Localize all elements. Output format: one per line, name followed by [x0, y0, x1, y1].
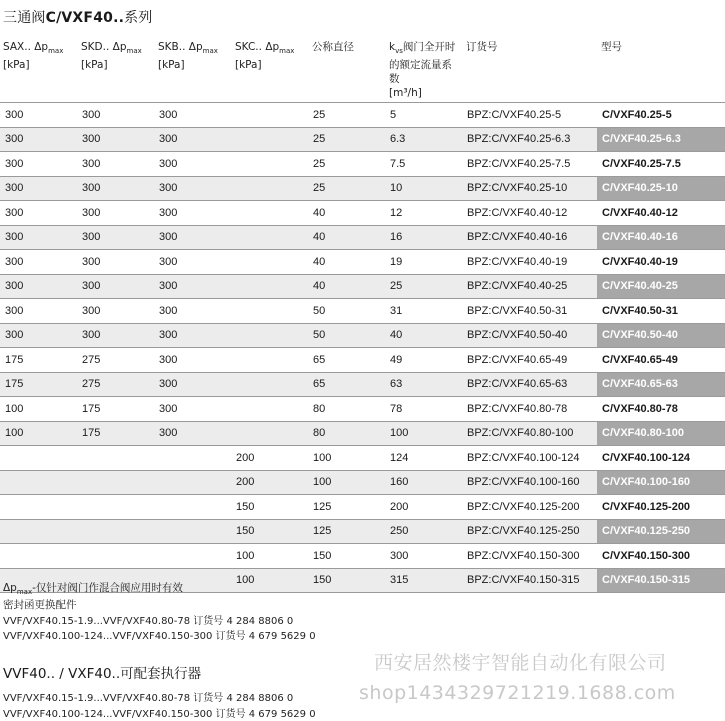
cell-type: C/VXF40.40-19: [602, 255, 678, 268]
cell-order: BPZ:C/VXF40.25-6.3: [462, 127, 597, 152]
page-title: 三通阀C/VXF40..系列: [3, 10, 153, 26]
cell-order: BPZ:C/VXF40.40-16: [462, 225, 597, 250]
cell-skb: 300: [159, 108, 178, 121]
cell-skb: 300: [159, 206, 178, 219]
cell-order: BPZ:C/VXF40.50-31: [467, 304, 568, 317]
footnote-line-1: VVF/VXF40.15-1.9...VVF/VXF40.80-78 订货号 4 284 8806 0: [3, 616, 294, 627]
cell-kvs: 16: [385, 225, 462, 250]
cell-skd: 300: [82, 108, 101, 121]
cell-sax: 300: [5, 108, 24, 121]
table-row: [0, 323, 725, 348]
section-title: VVF40.. / VXF40..可配套执行器: [3, 666, 202, 682]
cell-skb: 300: [159, 353, 178, 366]
cell-skc: 200: [231, 470, 308, 495]
table-row: [0, 372, 725, 397]
cell-kvs: 25: [385, 274, 462, 299]
cell-type: C/VXF40.150-315: [597, 568, 725, 593]
cell-order: BPZ:C/VXF40.150-315: [462, 568, 597, 593]
cell-dn: 50: [313, 304, 326, 317]
cell-skc: 100: [231, 568, 308, 593]
cell-dn: 25: [313, 108, 326, 121]
cell-sax: 300: [5, 255, 24, 268]
cell-order: BPZ:C/VXF40.100-160: [462, 470, 597, 495]
cell-dn: 40: [308, 274, 385, 299]
table-row: [0, 225, 725, 250]
cell-type: C/VXF40.150-300: [602, 549, 691, 562]
cell-sax: 175: [5, 353, 24, 366]
table-row: [0, 250, 725, 275]
header-order: 订货号: [466, 41, 498, 53]
cell-skd: 275: [77, 372, 154, 397]
cell-type: C/VXF40.50-31: [602, 304, 678, 317]
cell-kvs: 12: [390, 206, 403, 219]
cell-order: BPZ:C/VXF40.40-12: [467, 206, 568, 219]
cell-order: BPZ:C/VXF40.40-19: [467, 255, 568, 268]
cell-type: C/VXF40.80-78: [602, 402, 678, 415]
watermark-company: 西安居然楼宇智能自动化有限公司: [374, 652, 667, 674]
cell-skc: 150: [231, 519, 308, 544]
cell-skd: 300: [77, 225, 154, 250]
cell-dn: 150: [308, 568, 385, 593]
footnote-line-2: VVF/VXF40.100-124...VVF/VXF40.150-300 订货号 4 679 5629 0: [3, 631, 316, 642]
cell-skb: 300: [159, 255, 178, 268]
cell-skd: [77, 544, 154, 569]
cell-dn: 150: [313, 549, 332, 562]
cell-kvs: 315: [385, 568, 462, 593]
cell-order: BPZ:C/VXF40.65-63: [462, 372, 597, 397]
cell-order: BPZ:C/VXF40.25-10: [462, 176, 597, 201]
cell-kvs: 19: [390, 255, 403, 268]
cell-type: C/VXF40.65-49: [602, 353, 678, 366]
cell-skb: [154, 470, 231, 495]
cell-dn: 125: [308, 519, 385, 544]
cell-skd: 300: [82, 206, 101, 219]
cell-type: C/VXF40.40-16: [597, 225, 725, 250]
cell-skd: 300: [82, 157, 101, 170]
cell-dn: 80: [308, 421, 385, 446]
cell-dn: 40: [313, 255, 326, 268]
cell-dn: 40: [313, 206, 326, 219]
header-sax: SAX.. $\Delta p_{max}$ [kPa]: [3, 41, 64, 72]
cell-skd: [77, 519, 154, 544]
cell-kvs: 124: [390, 451, 409, 464]
cell-skc: [231, 152, 308, 177]
cell-skc: [231, 397, 308, 422]
cell-skc: 100: [236, 549, 255, 562]
cell-kvs: 160: [385, 470, 462, 495]
cell-order: BPZ:C/VXF40.125-200: [467, 500, 580, 513]
cell-kvs: 6.3: [385, 127, 462, 152]
table-row: [0, 299, 725, 324]
cell-order: BPZ:C/VXF40.80-100: [462, 421, 597, 446]
table-row: [0, 495, 725, 520]
cell-type: C/VXF40.100-124: [602, 451, 691, 464]
footnote-dp: $\Delta p_{max}-$仅针对阀门作混合阀应用时有效: [3, 582, 183, 597]
cell-kvs: 5: [390, 108, 397, 121]
cell-skb: 300: [154, 176, 231, 201]
cell-skb: 300: [154, 127, 231, 152]
cell-type: C/VXF40.50-40: [597, 323, 725, 348]
cell-dn: 100: [313, 451, 332, 464]
cell-skb: 300: [159, 304, 178, 317]
cell-skd: 300: [82, 304, 101, 317]
cell-skc: [231, 103, 308, 128]
cell-skd: 300: [82, 255, 101, 268]
cell-order: BPZ:C/VXF40.125-250: [462, 519, 597, 544]
cell-type: C/VXF40.25-10: [597, 176, 725, 201]
cell-skc: [231, 201, 308, 226]
cell-kvs: 250: [385, 519, 462, 544]
cell-type: C/VXF40.40-12: [602, 206, 678, 219]
cell-kvs: 7.5: [390, 157, 406, 170]
cell-skc: [231, 176, 308, 201]
cell-skc: [231, 225, 308, 250]
cell-sax: 300: [5, 206, 24, 219]
cell-skc: [231, 421, 308, 446]
cell-dn: 25: [308, 176, 385, 201]
cell-dn: 80: [313, 402, 326, 415]
cell-type: C/VXF40.65-63: [597, 372, 725, 397]
cell-order: BPZ:C/VXF40.65-49: [467, 353, 568, 366]
table-row: [0, 201, 725, 226]
cell-sax: 300: [5, 304, 24, 317]
cell-type: C/VXF40.25-5: [602, 108, 672, 121]
cell-dn: 25: [308, 127, 385, 152]
header-type: 型号: [601, 41, 622, 53]
table-row: [0, 274, 725, 299]
table-row: [0, 544, 725, 569]
cell-sax: 300: [0, 225, 77, 250]
watermark-shop: shop1434329721219.1688.com: [359, 682, 676, 704]
cell-skd: 300: [77, 323, 154, 348]
cell-dn: 65: [313, 353, 326, 366]
cell-type: C/VXF40.80-100: [597, 421, 725, 446]
table-row: [0, 446, 725, 471]
cell-sax: 300: [0, 127, 77, 152]
cell-skb: [154, 446, 231, 471]
cell-skd: [77, 495, 154, 520]
header-kvs: $k_{vs}$阀门全开时 的额定流量系 数 [m³/h]: [389, 41, 456, 100]
cell-skb: 300: [154, 323, 231, 348]
cell-dn: 25: [313, 157, 326, 170]
cell-order: BPZ:C/VXF40.80-78: [467, 402, 568, 415]
table-row: [0, 421, 725, 446]
cell-sax: [0, 446, 77, 471]
cell-skc: [231, 323, 308, 348]
valve-table: [0, 102, 725, 593]
cell-skd: [77, 446, 154, 471]
cell-sax: [0, 470, 77, 495]
cell-type: C/VXF40.125-250: [597, 519, 725, 544]
cell-skb: 300: [154, 274, 231, 299]
cell-kvs: 49: [390, 353, 403, 366]
cell-skc: [231, 348, 308, 373]
cell-skd: 275: [82, 353, 101, 366]
cell-dn: 125: [313, 500, 332, 513]
cell-skd: 300: [77, 127, 154, 152]
cell-sax: 300: [0, 323, 77, 348]
cell-sax: 100: [5, 402, 24, 415]
cell-type: C/VXF40.25-7.5: [602, 157, 681, 170]
cell-skb: [154, 519, 231, 544]
cell-skc: [231, 274, 308, 299]
cell-kvs: 10: [385, 176, 462, 201]
table-row: [0, 519, 725, 544]
table-row: [0, 470, 725, 495]
header-skd: SKD.. $\Delta p_{max}$ [kPa]: [81, 41, 142, 72]
cell-kvs: 100: [385, 421, 462, 446]
cell-sax: [0, 495, 77, 520]
cell-order: BPZ:C/VXF40.150-300: [467, 549, 580, 562]
cell-skb: 300: [154, 421, 231, 446]
cell-skc: [231, 299, 308, 324]
cell-kvs: 31: [390, 304, 403, 317]
cell-type: C/VXF40.40-25: [597, 274, 725, 299]
cell-sax: [0, 544, 77, 569]
table-row: [0, 348, 725, 373]
cell-skc: 200: [236, 451, 255, 464]
cell-skd: 175: [82, 402, 101, 415]
section-line-1: VVF/VXF40.15-1.9...VVF/VXF40.80-78 订货号 4 284 8806 0: [3, 693, 294, 704]
cell-sax: 300: [5, 157, 24, 170]
table-row: [0, 176, 725, 201]
cell-kvs: 40: [385, 323, 462, 348]
header-skb: SKB.. $\Delta p_{max}$ [kPa]: [158, 41, 218, 72]
cell-skb: 300: [154, 372, 231, 397]
header-skc: SKC.. $\Delta p_{max}$ [kPa]: [235, 41, 295, 72]
cell-type: C/VXF40.125-200: [602, 500, 691, 513]
cell-order: BPZ:C/VXF40.25-7.5: [467, 157, 571, 170]
cell-order: BPZ:C/VXF40.50-40: [462, 323, 597, 348]
cell-skc: [231, 127, 308, 152]
cell-sax: 100: [0, 421, 77, 446]
header-dn: 公称直径: [312, 41, 354, 53]
cell-order: BPZ:C/VXF40.100-124: [467, 451, 580, 464]
cell-skc: [231, 250, 308, 275]
cell-sax: 175: [0, 372, 77, 397]
cell-skb: [154, 495, 231, 520]
cell-skb: 300: [154, 225, 231, 250]
cell-kvs: 63: [385, 372, 462, 397]
cell-skd: 300: [77, 176, 154, 201]
cell-skb: [154, 544, 231, 569]
cell-type: C/VXF40.100-160: [597, 470, 725, 495]
cell-skd: 300: [77, 274, 154, 299]
cell-dn: 65: [308, 372, 385, 397]
cell-order: BPZ:C/VXF40.40-25: [462, 274, 597, 299]
section-line-2: VVF/VXF40.100-124...VVF/VXF40.150-300 订货号 4 679 5629 0: [3, 709, 316, 720]
cell-skb: 300: [159, 402, 178, 415]
cell-dn: 50: [308, 323, 385, 348]
cell-skd: 175: [77, 421, 154, 446]
cell-sax: [0, 519, 77, 544]
cell-kvs: 300: [390, 549, 409, 562]
cell-skd: [77, 470, 154, 495]
cell-sax: 300: [0, 274, 77, 299]
table-row: [0, 127, 725, 152]
footnote-seal-title: 密封函更换配件: [3, 599, 77, 611]
table-row: [0, 152, 725, 177]
cell-kvs: 200: [390, 500, 409, 513]
cell-kvs: 78: [390, 402, 403, 415]
table-row: [0, 103, 725, 128]
cell-order: BPZ:C/VXF40.25-5: [467, 108, 562, 121]
cell-skb: 300: [159, 157, 178, 170]
cell-skc: 150: [236, 500, 255, 513]
cell-dn: 100: [308, 470, 385, 495]
table-row: [0, 397, 725, 422]
cell-type: C/VXF40.25-6.3: [597, 127, 725, 152]
cell-dn: 40: [308, 225, 385, 250]
cell-sax: 300: [0, 176, 77, 201]
cell-skc: [231, 372, 308, 397]
